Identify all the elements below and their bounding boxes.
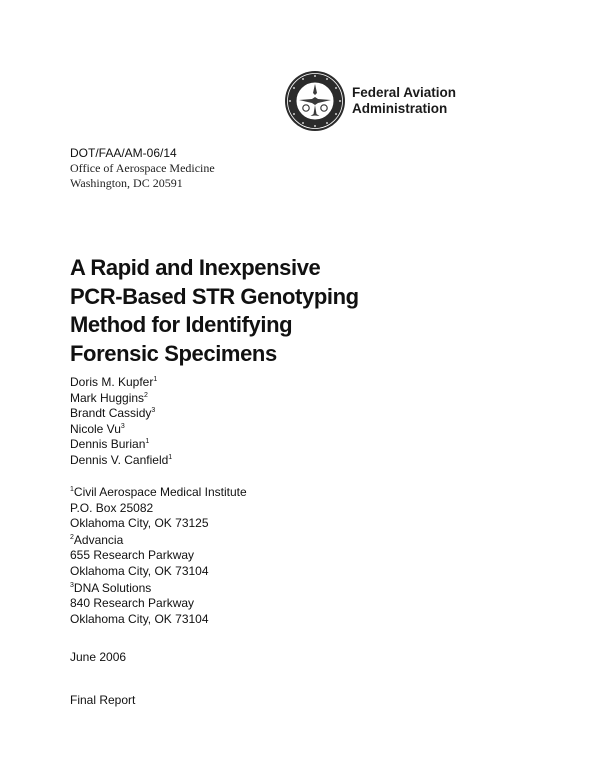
- author: [70, 406, 172, 422]
- title-line: A Rapid and Inexpensive: [70, 255, 321, 280]
- author: [70, 453, 172, 469]
- author-affiliation-mark: 1: [168, 453, 173, 461]
- affiliation-city: Oklahoma City, OK 73125: [70, 516, 209, 531]
- office-address: Washington, DC 20591: [70, 176, 183, 190]
- affiliation-city: Oklahoma City, OK 73104: [70, 563, 209, 578]
- affiliation: [70, 533, 247, 580]
- office-name: Office of Aerospace Medicine: [70, 161, 215, 175]
- affiliation-mark: 1: [70, 486, 74, 493]
- affiliation-address: 655 Research Parkway: [70, 548, 195, 563]
- affiliation-city: Oklahoma City, OK 73104: [70, 611, 209, 626]
- report-date: June 2006: [70, 650, 127, 664]
- author: [70, 422, 172, 438]
- author: [70, 391, 172, 407]
- affiliation-address: 840 Research Parkway: [70, 596, 195, 611]
- affiliation-name: DNA Solutions: [73, 580, 152, 595]
- affiliation-mark: 2: [70, 533, 74, 541]
- faa-header: [284, 70, 484, 132]
- author: [70, 375, 172, 391]
- author-name: Nicole Vu: [70, 421, 121, 436]
- author-name: Doris M. Kupfer: [70, 375, 154, 389]
- author: [70, 437, 172, 453]
- author-name: Mark Huggins: [70, 390, 145, 405]
- faa-seal-icon: [284, 70, 346, 132]
- author-affiliation-mark: 1: [145, 438, 150, 446]
- affiliation-mark: 3: [70, 581, 74, 589]
- report-type: Final Report: [70, 693, 136, 707]
- affiliation: [70, 485, 247, 532]
- author-name: Dennis V. Canfield: [70, 452, 169, 467]
- title-line: PCR-Based STR Genotyping: [70, 283, 359, 309]
- title-line: Forensic Specimens: [70, 340, 277, 366]
- report-number: DOT/FAA/AM-06/14: [70, 146, 177, 160]
- affiliation: [70, 581, 247, 628]
- author-affiliation-mark: 3: [120, 422, 125, 430]
- author-affiliation-mark: 3: [151, 407, 156, 415]
- author-affiliation-mark: 2: [144, 391, 148, 399]
- affiliation-list: [70, 485, 247, 628]
- agency-name-line2: Administration: [352, 101, 448, 116]
- affiliation-name: Advancia: [73, 532, 124, 547]
- office-block: [70, 161, 215, 191]
- author-name: Dennis Burian: [70, 437, 146, 452]
- author-list: [70, 375, 172, 469]
- title-line: Method for Identifying: [70, 312, 293, 337]
- affiliation-name: Civil Aerospace Medical Institute: [73, 485, 247, 499]
- agency-name: [352, 85, 456, 117]
- author-affiliation-mark: 1: [153, 376, 158, 383]
- report-title: [70, 254, 490, 368]
- affiliation-address: P.O. Box 25082: [70, 500, 154, 515]
- author-name: Brandt Cassidy: [70, 406, 152, 421]
- agency-name-line1: Federal Aviation: [352, 85, 457, 100]
